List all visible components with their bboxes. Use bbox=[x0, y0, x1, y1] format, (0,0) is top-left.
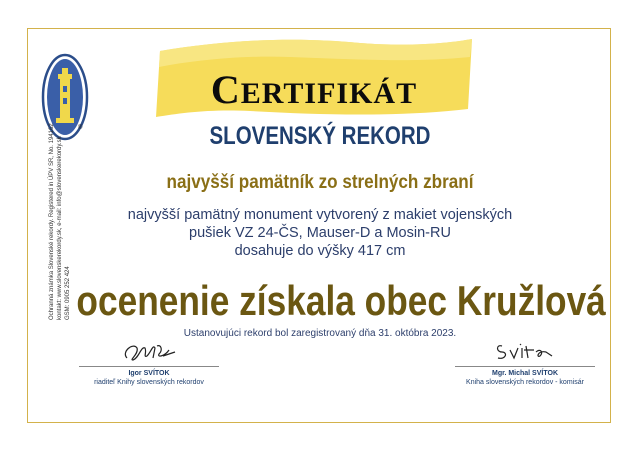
side-text-line: kontakt: www.slovenskerekordy.sk, e-mail: info@slovenskerekordy.sk bbox=[57, 136, 63, 320]
registration-date-text: Ustanovujúci rekord bol zaregistrovaný dňa 31. októbra 2023. bbox=[183, 328, 457, 339]
description-line: pušiek VZ 24-ČS, Mauser-D a Mosin-RU bbox=[189, 225, 451, 241]
side-text-line: GSM: 0905 252 424 bbox=[65, 266, 71, 320]
certificate-title bbox=[150, 67, 478, 112]
signature-block-right bbox=[440, 338, 610, 386]
handwritten-signature-left bbox=[119, 338, 179, 364]
signer-name-left: Igor SVÍTOK bbox=[128, 370, 170, 377]
signature-block-left bbox=[64, 338, 234, 386]
certificate-subtitle: SLOVENSKÝ REKORD bbox=[209, 122, 431, 150]
trademark-side-text bbox=[48, 110, 72, 320]
registered-mark: ® bbox=[78, 125, 83, 131]
recipient-award: ocenenie získala obec Kružlová bbox=[76, 277, 606, 324]
handwritten-signature-right bbox=[490, 338, 560, 364]
signer-role-right: Kniha slovenských rekordov - komisár bbox=[466, 379, 584, 386]
record-category: najvyšší pamätník zo strelných zbraní bbox=[166, 172, 474, 193]
description-line: dosahuje do výšky 417 cm bbox=[234, 243, 406, 259]
title-rest: ERTIFIKÁT bbox=[240, 77, 418, 110]
title-initial: C bbox=[210, 67, 241, 112]
signer-name-right: Mgr. Michal SVÍTOK bbox=[492, 370, 558, 377]
signature-line bbox=[455, 366, 595, 367]
signer-role-left: riaditeľ Knihy slovenských rekordov bbox=[94, 379, 204, 386]
side-text-line: Ochranná známka Slovenské rekordy. Registered in ÚPV SR, No. 194162 bbox=[49, 123, 55, 320]
signature-line bbox=[79, 366, 219, 367]
description-line: najvyšší pamätný monument vytvorený z makiet vojenských bbox=[127, 207, 513, 223]
record-description bbox=[110, 206, 530, 260]
